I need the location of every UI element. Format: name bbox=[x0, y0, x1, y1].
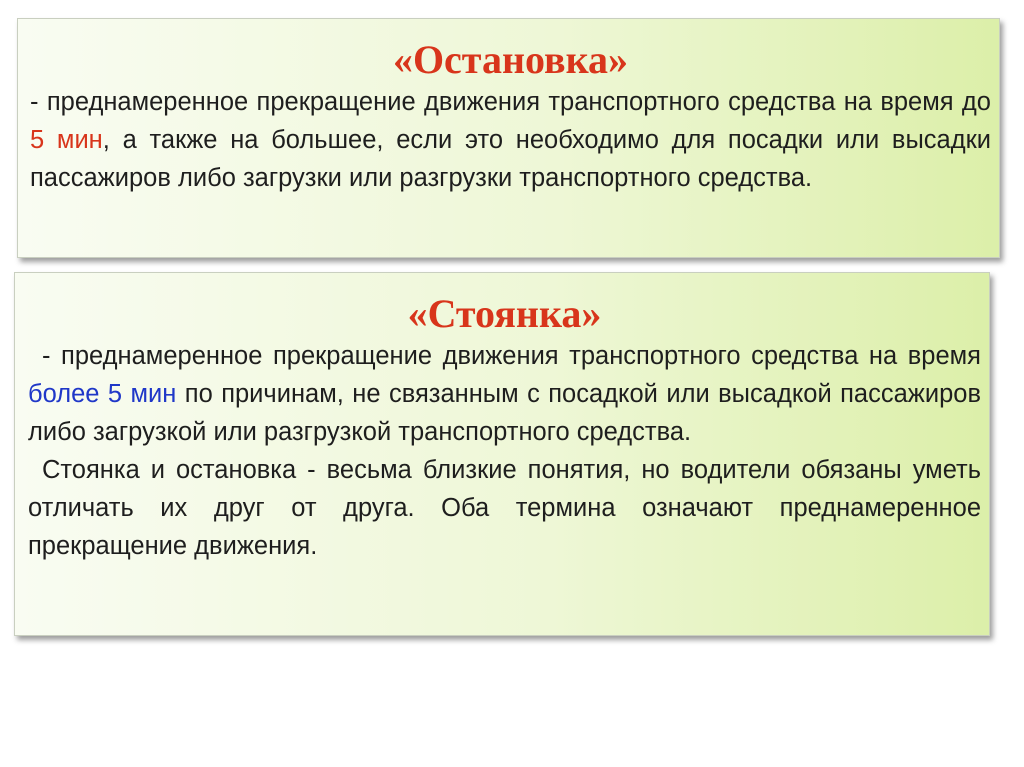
parking-text-before: - преднамеренное прекращение движения транспортного средства на время bbox=[42, 342, 981, 370]
stop-text-before: - преднамеренное прекращение движения транспортного средства на время до bbox=[30, 88, 991, 116]
stop-time-highlight: 5 мин bbox=[30, 126, 103, 154]
parking-definition bbox=[28, 337, 981, 451]
definition-parking-card bbox=[14, 272, 990, 636]
parking-note: Стоянка и остановка - весьма близкие понятия, но водители обязаны уметь отличать их друг от друга. Оба термина означают преднамеренное прекращение движения. bbox=[28, 456, 981, 560]
parking-text-after: по причинам, не связанным с посадкой или высадкой пассажиров либо загрузкой или разгрузкой транспортного средства. bbox=[28, 380, 981, 446]
stop-text-after: , а также на большее, если это необходимо для посадки или высадки пассажиров либо загрузки или разгрузки транспортного средства. bbox=[30, 126, 992, 192]
stop-definition bbox=[30, 83, 991, 197]
parking-time-highlight: более 5 мин bbox=[28, 380, 177, 408]
parking-title: «Стоянка» bbox=[407, 291, 602, 336]
stop-title: «Остановка» bbox=[392, 37, 629, 82]
definition-stop-card bbox=[17, 18, 1000, 258]
